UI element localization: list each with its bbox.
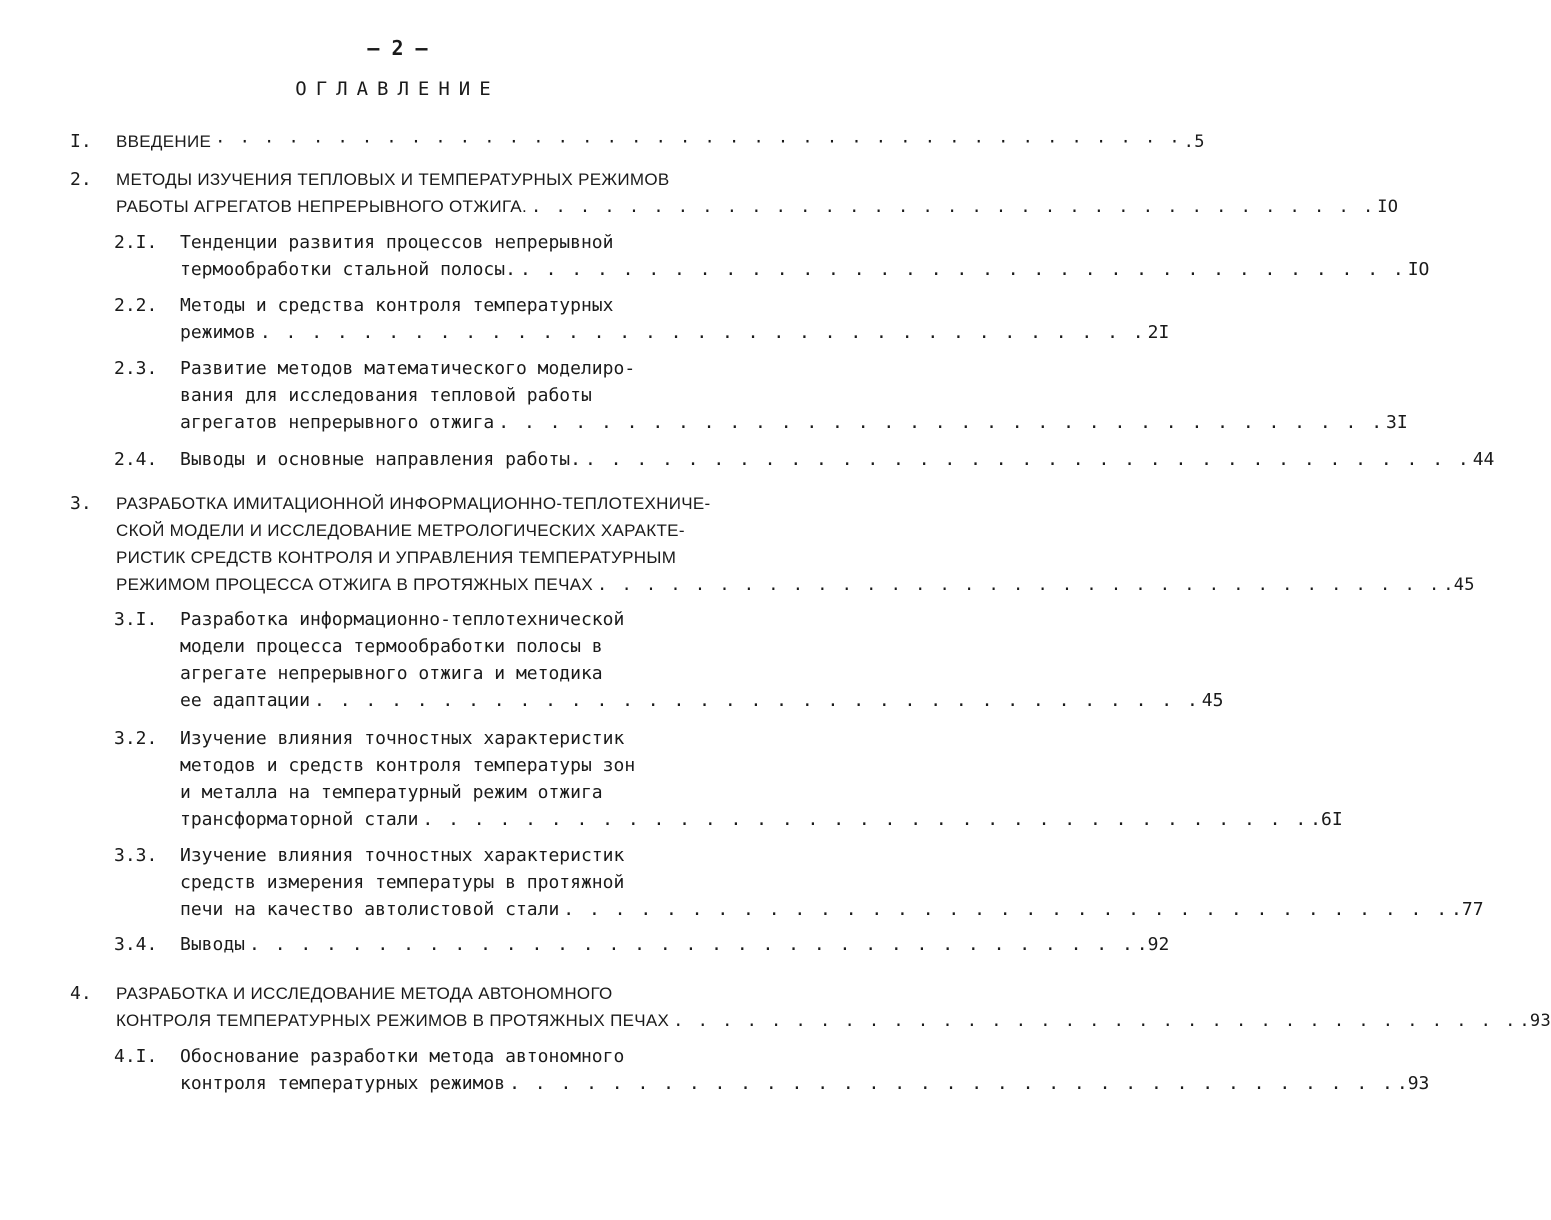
entry-number: 3.3. [114,845,158,866]
leader-dots: . . . . . . . . . . . . . . . . . . . . . . . . . . . . . . . . . . . [563,899,1450,920]
entry-text [180,446,1495,473]
entry-page: .92 [1136,934,1170,955]
entry-line: Обоснование разработки метода автономного [180,1046,625,1067]
entry-line: Изучение влияния точностных характеристик [180,728,625,749]
entry-text [180,1043,1430,1097]
entry-page: .5 [1183,132,1205,152]
entry-page: 3I [1386,412,1408,433]
entry-text [180,842,1484,923]
entry-line: контроля температурных режимов [180,1073,506,1094]
entry-number: 2.3. [114,358,158,379]
entry-line: Выводы [180,934,246,955]
entry-text [180,292,1170,346]
entry-line: ВВЕДЕНИЕ [116,132,212,151]
leader-dots: . . . . . . . . . . . . . . . . . . . . . . . . . . . . . . . . . . . [673,1011,1518,1031]
leader-dots: . . . . . . . . . . . . . . . . . . . . . . . . . . . . . . . . . . . [519,259,1406,280]
entry-page: .6I [1310,809,1343,830]
entry-line: РАБОТЫ АГРЕГАТОВ НЕПРЕРЫВНОГО ОТЖИГА. [116,197,527,216]
entry-number: 2. [70,169,92,190]
entry-text [116,166,1399,220]
entry-line: Тенденции развития процессов непрерывной [180,232,614,253]
entry-text [180,355,1408,436]
entry-number: 2.I. [114,232,158,253]
entry-line: печи на качество автолистовой стали [180,899,560,920]
entry-number: 4.I. [114,1046,158,1067]
entry-number: 3. [70,493,92,514]
entry-text [116,490,1475,598]
entry-line: Разработка информационно-теплотехнической [180,609,625,630]
entry-line: МЕТОДЫ ИЗУЧЕНИЯ ТЕПЛОВЫХ И ТЕМПЕРАТУРНЫХ РЕЖИМОВ [116,170,670,189]
entry-page: .93 [1396,1073,1430,1094]
leader-dots: . . . . . . . . . . . . . . . . . . . . . . . . . . . . . . . . . . . [530,197,1376,217]
entry-line: РАЗРАБОТКА ИМИТАЦИОННОЙ ИНФОРМАЦИОННО-ТЕПЛОТЕХНИЧЕ- [116,494,711,513]
entry-page: IO [1407,259,1430,280]
leader-dots: · · · · · · · · · · · · · · · · · · · · · · · · · · · · · · · · · · · · · · · · [215,132,1182,152]
entry-text [116,980,1551,1034]
entry-page: .45 [1443,575,1475,595]
entry-line: средств измерения температуры в протяжной [180,872,625,893]
leader-dots: . . . . . . . . . . . . . . . . . . . . . . . . . . . . . . . . . . . [509,1073,1395,1094]
entry-number: 4. [70,983,92,1004]
entry-line: РАЗРАБОТКА И ИССЛЕДОВАНИЕ МЕТОДА АВТОНОМНОГО [116,984,613,1003]
entry-line: термообработки стальной полосы. [180,259,516,280]
entry-line: модели процесса термообработки полосы в [180,636,603,657]
entry-line: вания для исследования тепловой работы [180,385,592,406]
entry-number: 3.I. [114,609,158,630]
leader-dots: . . . . . . . . . . . . . . . . . . . . . . . . . . . . . . . . . . . [498,412,1385,433]
leader-dots: . . . . . . . . . . . . . . . . . . . . . . . . . . . . . . . . . . . [584,449,1471,470]
entry-line: режимов [180,322,256,343]
entry-line: методов и средств контроля температуры зон [180,755,636,776]
entry-line: Методы и средства контроля температурных [180,295,614,316]
entry-line: РЕЖИМОМ ПРОЦЕССА ОТЖИГА В ПРОТЯЖНЫХ ПЕЧАХ [116,575,593,594]
entry-page: 44 [1472,449,1495,470]
page-number: – 2 – [367,36,428,60]
entry-page: 45 [1201,690,1224,711]
entry-line: Выводы и основные направления работы. [180,449,581,470]
entry-text [180,931,1170,958]
entry-line: КОНТРОЛЯ ТЕМПЕРАТУРНЫХ РЕЖИМОВ В ПРОТЯЖНЫХ ПЕЧАХ [116,1011,670,1030]
entry-line: и металла на температурный режим отжига [180,782,603,803]
entry-line: Развитие методов математического моделиро- [180,358,636,379]
toc-heading: ОГЛАВЛЕНИЕ [295,78,500,100]
entry-page: 2I [1147,322,1170,343]
entry-line: трансформаторной стали [180,809,419,830]
leader-dots: . . . . . . . . . . . . . . . . . . . . . . . . . . . . . . . . . . . [422,809,1309,830]
entry-line: РИСТИК СРЕДСТВ КОНТРОЛЯ И УПРАВЛЕНИЯ ТЕМПЕРАТУРНЫМ [116,548,677,567]
leader-dots: . . . . . . . . . . . . . . . . . . . . . . . . . . . . . . . . . . . [596,575,1442,595]
leader-dots: . . . . . . . . . . . . . . . . . . . . . . . . . . . . . . . . . . . [314,690,1200,711]
entry-page: .93 [1519,1011,1551,1031]
entry-number: 3.4. [114,934,158,955]
entry-line: СКОЙ МОДЕЛИ И ИССЛЕДОВАНИЕ МЕТРОЛОГИЧЕСКИХ ХАРАКТЕ- [116,521,685,540]
entry-number: I. [70,131,92,152]
entry-number: 2.2. [114,295,158,316]
entry-text [116,128,1205,155]
entry-number: 3.2. [114,728,158,749]
entry-text [180,229,1430,283]
leader-dots: . . . . . . . . . . . . . . . . . . . . . . . . . . . . . . . . . . . [249,934,1135,955]
entry-page: IO [1377,197,1399,217]
entry-page: .77 [1451,899,1484,920]
leader-dots: . . . . . . . . . . . . . . . . . . . . . . . . . . . . . . . . . . . [259,322,1146,343]
entry-number: 2.4. [114,449,158,470]
entry-line: Изучение влияния точностных характеристик [180,845,625,866]
entry-line: ее адаптации [180,690,311,711]
entry-text [180,725,1343,833]
entry-line: агрегате непрерывного отжига и методика [180,663,603,684]
entry-text [180,606,1224,714]
entry-line: агрегатов непрерывного отжига [180,412,495,433]
